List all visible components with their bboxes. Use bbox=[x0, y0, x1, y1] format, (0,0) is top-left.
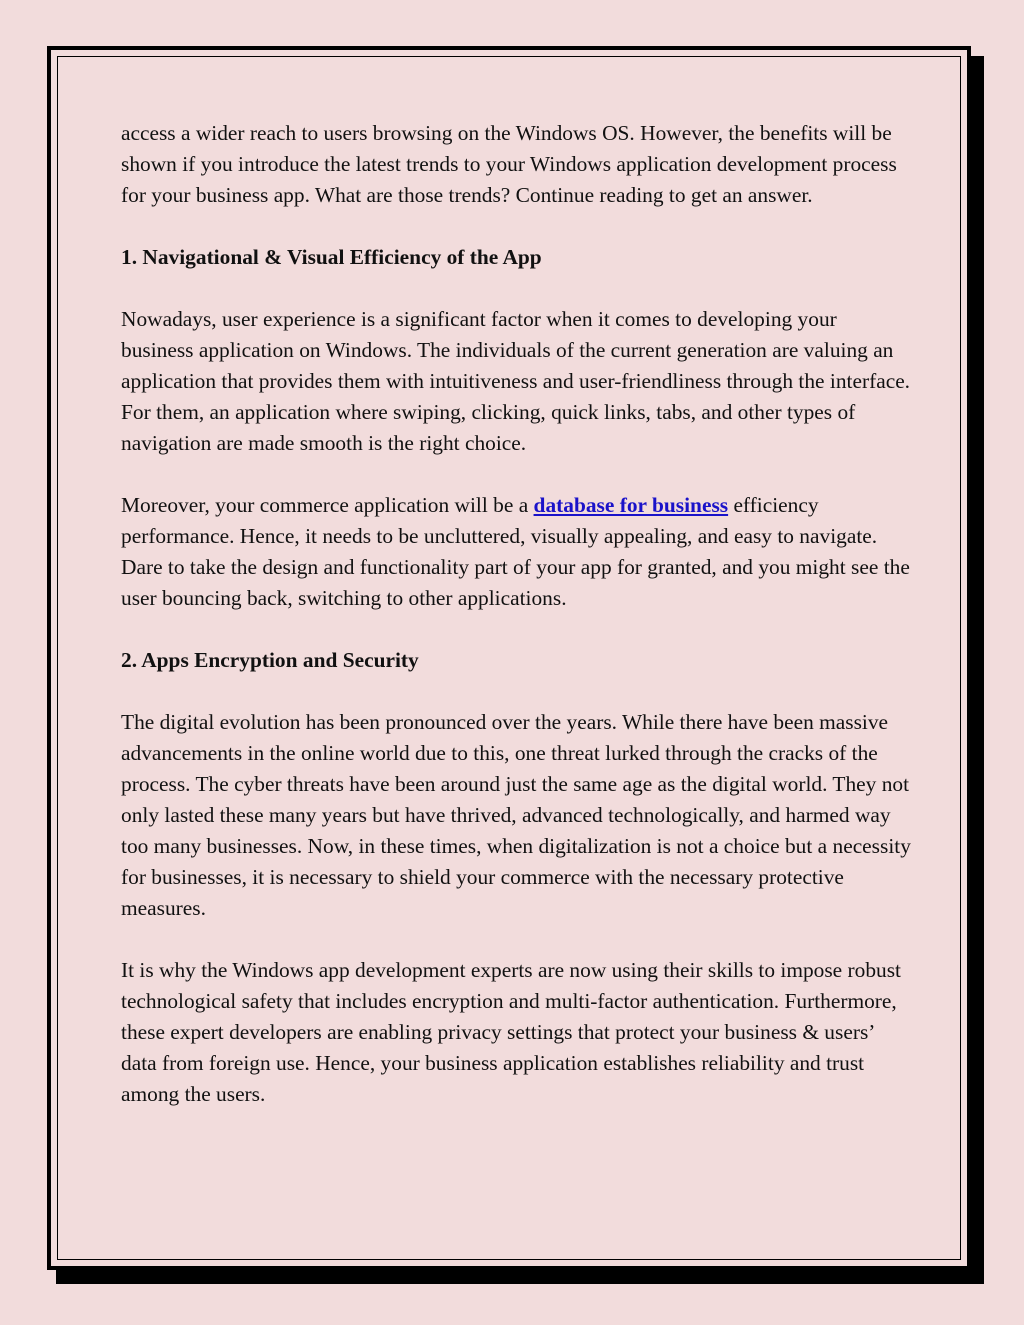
section2-paragraph-2: It is why the Windows app development experts are now using their skills to impose robust technological safety that includes encryption and multi-factor authentication. Furthermore, these expert developers are enabling privacy settings that protect your business & users’ data from foreign use. Hence, your business application establishes reliability and trust among the users. bbox=[121, 958, 901, 1106]
section1-paragraph-2 bbox=[121, 490, 911, 614]
document-body bbox=[121, 118, 911, 1141]
database-for-business-link[interactable]: database for business bbox=[533, 493, 729, 517]
section2-paragraph-1: The digital evolution has been pronounced over the years. While there have been massive advancements in the online world due to this, one threat lurked through the cracks of the process. The cyber threats have been around just the same age as the digital world. They not only lasted these many years but have thrived, advanced technologically, and harmed way too many businesses. Now, in these times, when digitalization is not a choice but a necessity for businesses, it is necessary to shield your commerce with the necessary protective measures. bbox=[121, 710, 911, 920]
intro-paragraph: access a wider reach to users browsing on the Windows OS. However, the benefits will be shown if you introduce the latest trends to your Windows application development process for your business app. What are those trends? Continue reading to get an answer. bbox=[121, 121, 897, 207]
section1-paragraph-2-end: efficiency performance. Hence, it needs to be uncluttered, visually appealing, and easy to navigate. Dare to take the design and functionality part of your app for granted, and you might see the user bouncing back, switching to other applications. bbox=[121, 493, 910, 610]
section-heading-security: 2. Apps Encryption and Security bbox=[121, 648, 419, 672]
section-heading-navigation: 1. Navigational & Visual Efficiency of the App bbox=[121, 245, 542, 269]
section1-paragraph-2-start: Moreover, your commerce application will be a bbox=[121, 493, 534, 517]
section1-paragraph-1: Nowadays, user experience is a significant factor when it comes to developing your business application on Windows. The individuals of the current generation are valuing an application that provides them with intuitiveness and user-friendliness through the interface. For them, an application where swiping, clicking, quick links, tabs, and other types of navigation are made smooth is the right choice. bbox=[121, 307, 911, 455]
